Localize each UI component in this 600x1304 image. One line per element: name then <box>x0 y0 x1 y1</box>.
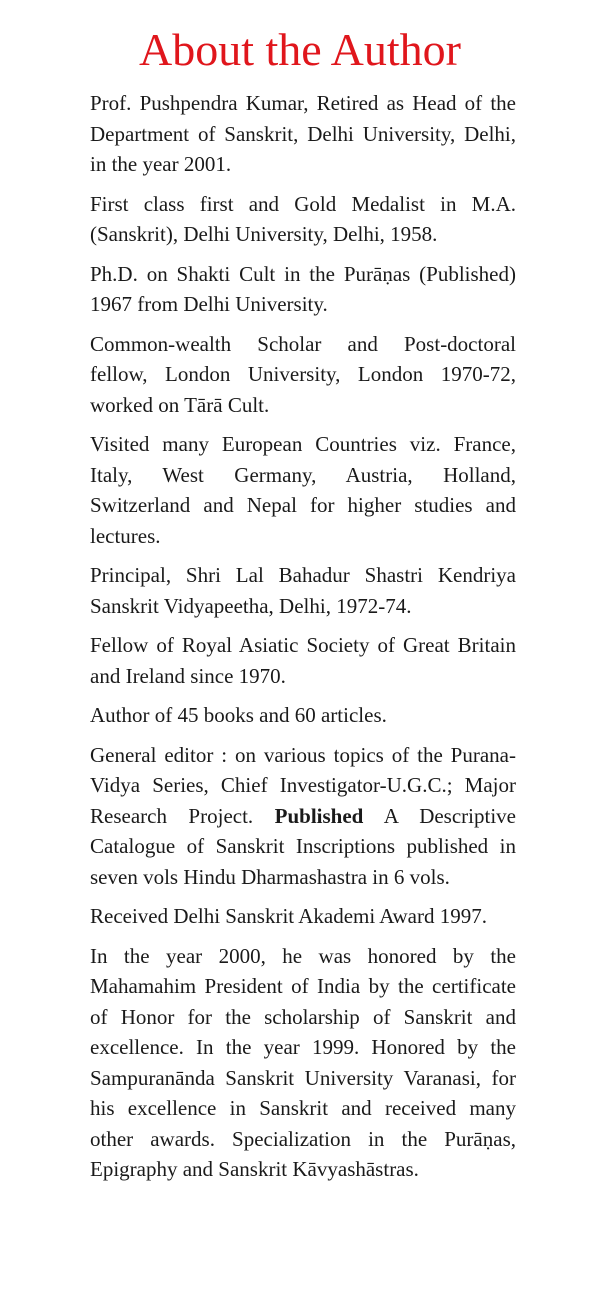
bio-paragraph-gold-medal: First class first and Gold Medalist in M.A. (Sanskrit), Delhi University, Delhi, 1958. <box>90 191 516 246</box>
author-bio <box>90 88 516 1194</box>
bio-paragraph-travel: Visited many European Countries viz. France, Italy, West Germany, Austria, Holland, Switzerland and Nepal for higher studies and lectures. <box>90 432 516 548</box>
editor-text-after: A Descriptive Catalogue of Sanskrit Inscriptions published in seven vols Hindu Dharmashastra in 6 vols. <box>90 803 516 889</box>
bio-paragraph-principal: Principal, Shri Lal Bahadur Shastri Kendriya Sanskrit Vidyapeetha, Delhi, 1972-74. <box>90 563 516 618</box>
bio-paragraph-editor <box>90 740 516 893</box>
bio-paragraph-phd: Ph.D. on Shakti Cult in the Purāṇas (Published) 1967 from Delhi University. <box>90 261 516 316</box>
bio-paragraph-fellow: Fellow of Royal Asiatic Society of Great Britain and Ireland since 1970. <box>90 633 516 688</box>
bio-paragraph-honors: In the year 2000, he was honored by the Mahamahim President of India by the certificate of Honor for the scholarship of Sanskrit and excellence. In the year 1999. Honored by the Sampuranānda Sanskrit University Varanasi, for his excellence in Sanskrit and received many other awards. Specialization in the Purāṇas, Epigraphy and Sanskrit Kāvyashāstras. <box>90 943 516 1181</box>
published-bold-label: Published <box>274 803 364 828</box>
bio-paragraph-commonwealth: Common-wealth Scholar and Post-doctoral fellow, London University, London 1970-72, worked on Tārā Cult. <box>90 331 516 417</box>
bio-paragraph-author: Author of 45 books and 60 articles. <box>90 703 387 727</box>
bio-paragraph-award: Received Delhi Sanskrit Akademi Award 1997. <box>90 904 487 928</box>
bio-paragraph-retirement: Prof. Pushpendra Kumar, Retired as Head of the Department of Sanskrit, Delhi University, Delhi, in the year 2001. <box>90 91 516 176</box>
page-title: About the Author <box>139 24 461 75</box>
editor-text-before: General editor : on various topics of the Purana-Vidya Series, Chief Investigator-U.G.C.; Major Research Project. <box>90 742 516 828</box>
